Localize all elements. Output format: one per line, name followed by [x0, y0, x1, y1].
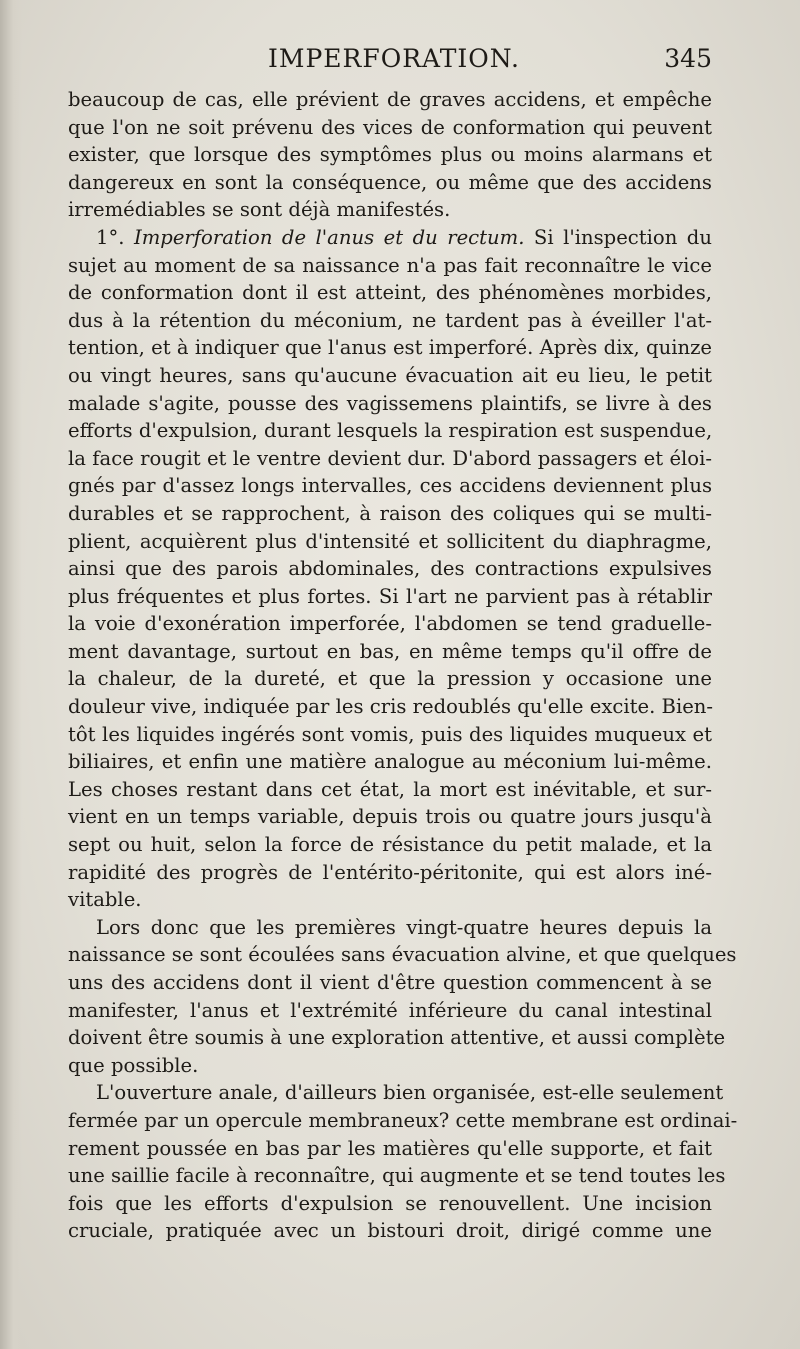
page-number: 345 [664, 44, 712, 73]
text-line: dus à la rétention du méconium, ne tardent pas à éveiller l'at- [68, 308, 712, 332]
text-line: cruciale, pratiquée avec un bistouri droit, dirigé comme une [68, 1219, 712, 1243]
text-fragment: Si l'inspection du [524, 225, 712, 249]
text-line: ou vingt heures, sans qu'aucune évacuation ait eu lieu, le petit [68, 363, 712, 387]
text-line: Les choses restant dans cet état, la mort est inévitable, et sur- [68, 777, 712, 801]
text-line: sujet au moment de sa naissance n'a pas fait reconnaître le vice [68, 253, 712, 277]
page-gutter-shadow [0, 0, 22, 1349]
running-title: IMPERFORATION. [268, 44, 520, 73]
text-line: que possible. [68, 1053, 199, 1077]
text-line: de conformation dont il est atteint, des phénomènes morbides, [68, 281, 712, 305]
section-number: 1°. [96, 225, 134, 249]
text-line: la voie d'exonération imperforée, l'abdomen se tend graduelle- [68, 612, 712, 636]
text-line: biliaires, et enfin une matière analogue au méconium lui-même. [68, 750, 712, 774]
text-line: la chaleur, de la dureté, et que la pression y occasione une [68, 667, 712, 691]
text-line: manifester, l'anus et l'extrémité inférieure du canal intestinal [68, 998, 712, 1022]
text-line: durables et se rapprochent, à raison des coliques qui se multi- [68, 501, 712, 525]
text-line: naissance se sont écoulées sans évacuation alvine, et que quelques [68, 943, 737, 967]
text-line: dangereux en sont la conséquence, ou même que des accidens [68, 170, 712, 194]
text-line: la face rougit et le ventre devient dur. D'abord passagers et éloi- [68, 446, 712, 470]
text-line: uns des accidens dont il vient d'être question commencent à se [68, 971, 712, 994]
text-line: douleur vive, indiquée par les cris redoublés qu'elle excite. Bien- [68, 695, 714, 719]
text-line: doivent être soumis à une exploration attentive, et aussi complète [68, 1026, 726, 1050]
text-line: efforts d'expulsion, durant lesquels la respiration est suspendue, [68, 419, 713, 443]
section-title: Imperforation de l'anus et du rectum. [133, 225, 525, 249]
text-line: irremédiables se sont déjà manifestés. [68, 198, 451, 222]
text-line: vient en un temps variable, depuis trois ou quatre jours jusqu'à [68, 805, 712, 829]
text-line: exister, que lorsque des symptômes plus ou moins alarmans et [68, 143, 712, 167]
text-line: sept ou huit, selon la force de résistance du petit malade, et la [68, 833, 712, 857]
text-line: Lors donc que les premières vingt-quatre heures depuis la [96, 915, 712, 939]
text-line: gnés par d'assez longs intervalles, ces accidens deviennent plus [68, 474, 712, 498]
text-line: fois que les efforts d'expulsion se renouvellent. Une incision [68, 1191, 712, 1215]
text-line: beaucoup de cas, elle prévient de graves accidens, et empêche [68, 88, 712, 111]
text-line: tôt les liquides ingérés sont vomis, puis des liquides muqueux et [68, 722, 712, 746]
section-heading-line [68, 224, 712, 252]
body-text [68, 86, 738, 1245]
text-line: rapidité des progrès de l'entérito-péritonite, qui est alors iné- [68, 860, 712, 884]
text-line: fermée par un opercule membraneux? cette membrane est ordinai- [68, 1108, 738, 1132]
text-line: malade s'agite, pousse des vagissemens plaintifs, se livre à des [68, 391, 712, 415]
text-line: L'ouverture anale, d'ailleurs bien organisée, est-elle seulement [96, 1081, 724, 1105]
text-line: une saillie facile à reconnaître, qui augmente et se tend toutes les [68, 1164, 726, 1188]
text-line: rement poussée en bas par les matières qu'elle supporte, et fait [68, 1136, 712, 1160]
text-line: que l'on ne soit prévenu des vices de conformation qui peuvent [68, 115, 712, 139]
text-line: ment davantage, surtout en bas, en même temps qu'il offre de [68, 639, 712, 663]
text-line: ainsi que des parois abdominales, des contractions expulsives [68, 557, 712, 581]
page-header [68, 40, 712, 80]
text-line: vitable. [68, 888, 142, 912]
text-line: tention, et à indiquer que l'anus est imperforé. Après dix, quinze [68, 336, 712, 360]
text-line: plus fréquentes et plus fortes. Si l'art ne parvient pas à rétablir [68, 584, 712, 608]
text-line: plient, acquièrent plus d'intensité et sollicitent du diaphragme, [68, 529, 712, 553]
